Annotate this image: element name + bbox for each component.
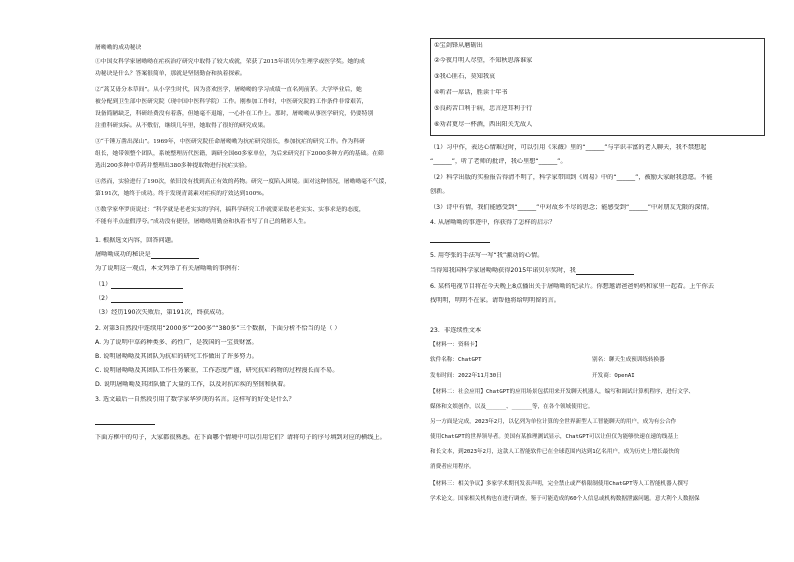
question-2: 2. 对第3自然段中连续用“2000多”“200多”“380多”三个数据，下面分析不恰当的是（ ）	[95, 325, 341, 332]
box-sentence-5: ⑤良药苦口利于病，忠言逆耳利于行	[434, 105, 533, 112]
question-1-c3: （3）经历190次失败后，第191次，终获成功。	[95, 309, 228, 316]
material-1-software-name: 软件名称：ChatGPT	[430, 357, 482, 363]
answer-blank[interactable]	[576, 268, 634, 275]
material-2-line6: 消费者应用程序。	[430, 464, 475, 470]
answer-blank[interactable]	[111, 282, 183, 289]
question-4b: 4. 从屠呦呦的事迹中，你获得了怎样的启示？	[430, 219, 556, 226]
material-2-line1: 【材料二：社会应用】ChatGPT的应用场景包括用来开发聊天机器人，编写和调试计算机程序，进行文学、	[430, 389, 695, 395]
scenario-1-line1: （1）习中作，表达心情难过时，可以引用《采薇》里的“______”与字识丰富的老人聊天，我不禁想起	[430, 144, 707, 151]
question-1: 1. 根据选文内容，回答问题。	[95, 237, 178, 244]
scenario-2-line1: （2）科学出版的实验报告得清不明了，科学家带回到《周易》中的“______”，被励大家耐我意愿。不能	[430, 174, 713, 181]
passage-para2-line1: ②“蒿艾毋分本草间”。从小学生时代，因为喜欢医学，屠呦呦的学习成绩一直名列前茅。大学毕业后，她	[95, 87, 362, 93]
question-3: 3. 选文最后一自然段引用了数学家华罗庚的名言。这样写的好处是什么？	[95, 396, 295, 403]
material-1-developer: 开发商：OpenAI	[592, 373, 635, 379]
answer-blank[interactable]	[151, 252, 199, 259]
answer-line[interactable]	[430, 242, 490, 243]
material-2-line5: 和长文本，到2023年2月，这款人工智能软件已在全球范围内达到1亿名用户，成为历史上增长最快的	[430, 449, 680, 455]
passage-para4-line2: 第191次，她终于成功。终于发现青蒿素对疟疾的疗效达到100%。	[95, 191, 268, 197]
passage-title: 屠呦呦的成功秘诀	[95, 45, 142, 51]
passage-para3-line1: ③“千锤万凿出深山”。1969年，中医研究院任命屠呦呦为抗疟研究组长，参加抗疟的研究工作。作为科研	[95, 139, 365, 145]
material-3-line1: 【材料三：相关争议】多家学术期刊发表声明，完全禁止或严格限制使用ChatGPT等人工智能机器人撰写	[430, 481, 689, 487]
material-1-date: 发布时间：2022年11月30日	[430, 373, 502, 379]
box-sentence-6: ⑥劝君更尽一杯酒，西出阳关无故人	[434, 121, 533, 128]
question-1-c2: （2）	[95, 295, 183, 303]
question-2-option-b: B. 说明屠呦呦及其团队为抗疟的研究工作做出了许多努力。	[95, 353, 258, 360]
answer-line[interactable]	[95, 424, 155, 425]
question-6-line2: 找明明，明明不在家。请帮他将给明明留的言。	[430, 297, 560, 304]
question-5-a: 当得知我国科学家屠呦呦获得2015年诺贝尔奖时，我	[430, 267, 634, 275]
passage-para3-line3: 选出200多种中草药并整理出380多种提取物进行抗疟实验。	[95, 163, 251, 169]
question-5: 5. 用夸张的手法写一写“我”激动的心情。	[430, 252, 544, 259]
material-3-line2: 学术论文。国家相关机构也在进行调查，鉴于可能造成的60个人信息或机构数据泄露问题。意大利个人数据保	[430, 496, 700, 502]
question-2-option-d: D. 说明屠呦呦及其团队做了大量的工作，以及对抗疟疾的坚韧和执着。	[95, 381, 290, 388]
answer-blank[interactable]	[111, 296, 183, 303]
passage-para5-line2: 不能有半点虚假浮夸。”成功没有捷径，屠呦呦用勤奋和执着书写了自己的精彩人生。	[95, 219, 310, 225]
box-sentence-3: ③我心匪石，莫知我哀	[434, 73, 496, 80]
passage-para3-line2: 组长，她带领整个团队，系统整理历代医籍，调研全国60多家单位，为后来研究打下2000多种方药的基础。在筛	[95, 151, 384, 157]
passage-para2-line3: 设备简陋缺乏，科研经费没有着落，但她毫不退缩，一心扑在工作上。那时，屠呦呦从事医学研究，仍要特别	[95, 111, 374, 117]
section-heading: 23．非连续性文本	[430, 327, 482, 334]
passage-para1-line2: 功秘诀是什么？答案很简单，那就是坚韧勤奋和执着探索。	[95, 71, 246, 77]
material-2-line3: 另一方面是完成，2023年2月，以亿列为单位计算的全世界新型人工智能聊天的用户，成为有公合作	[430, 419, 677, 425]
scenario-1-line2: “______”，听了老师的批评，我心里想“______”。	[430, 158, 567, 165]
question-1-b: 为了说明这一观点，本文列举了有关屠呦呦的事例有：	[95, 265, 244, 272]
passage-para2-line4: 注重科研实际。从不敷衍，继续几年里，她取得了很好的研究成果。	[95, 123, 269, 129]
passage-para4-line1: ④然而，实验进行了190次，依旧没有找到真正有效的药物。研究一度陷入困境。面对这种情况，屠呦呦毫不气馁，	[95, 179, 391, 185]
question-1-c1: （1）	[95, 281, 183, 289]
material-2-line2: 媒体和文娱创作，以及______、______等，在各个领域使用它。	[430, 404, 594, 410]
passage-para5-line1: ⑤数学家华罗庚说过：“科学就是老老实实的学问，搞科学研究工作就要采取老老实实、实事求是的态度，	[95, 207, 365, 213]
material-1-heading: 【材料一：资料卡】	[430, 342, 481, 348]
question-4-intro: 下面方框中的句子，大家都很熟悉。在下面哪个情境中可以引用它们？请将句子的序号填到对应的横线上。	[95, 434, 386, 441]
material-1-alias: 别名：聊天生成预训练转换器	[592, 357, 665, 363]
scenario-2-line2: 创新。	[430, 188, 449, 195]
scenario-3: （3）诗中有情，我们能感受到“______”中对故乡不尽的思念；能感受到“______”中对朋友无限的深情。	[430, 204, 713, 211]
question-6-line1: 6. 某档电视节目将在今天晚上8点播出关于屠呦呦的纪录片。你想邀请爸爸妈妈和家里一起看。上午你去	[430, 283, 715, 290]
box-sentence-1: ①宝剑锋从磨砺出	[434, 42, 483, 49]
passage-para2-line2: 被分配到卫生部中医研究院（现中国中医科学院）工作。刚参加工作时，中医研究院的工作条件非常艰苦，	[95, 99, 368, 105]
box-sentence-4: ④听君一席话，胜读十年书	[434, 89, 508, 96]
material-2-line4: 使用ChatGPT的世界领导者。美国有某推理测试显示，ChatGPT可以让但仅为能够快速在速的线基上	[430, 434, 679, 440]
question-2-option-a: A. 为了说明中草药种类多、药性广，是我国的一宝贵财富。	[95, 339, 258, 346]
passage-para1-line1: ①中国女科学家屠呦呦在疟疾治疗研究中取得了较大成就，荣获了2015年诺贝尔生理学或医学奖。她的成	[95, 59, 365, 65]
box-sentence-2: ②今夜月明人尽望，不知秋思落谁家	[434, 57, 533, 64]
question-2-option-c: C. 说明屠呦呦及其团队工作任务繁重，工作态度严谨，研究抗疟药物的过程漫长而不易。	[95, 367, 339, 374]
question-1-a: 屠呦呦成功的秘诀是	[95, 251, 199, 259]
